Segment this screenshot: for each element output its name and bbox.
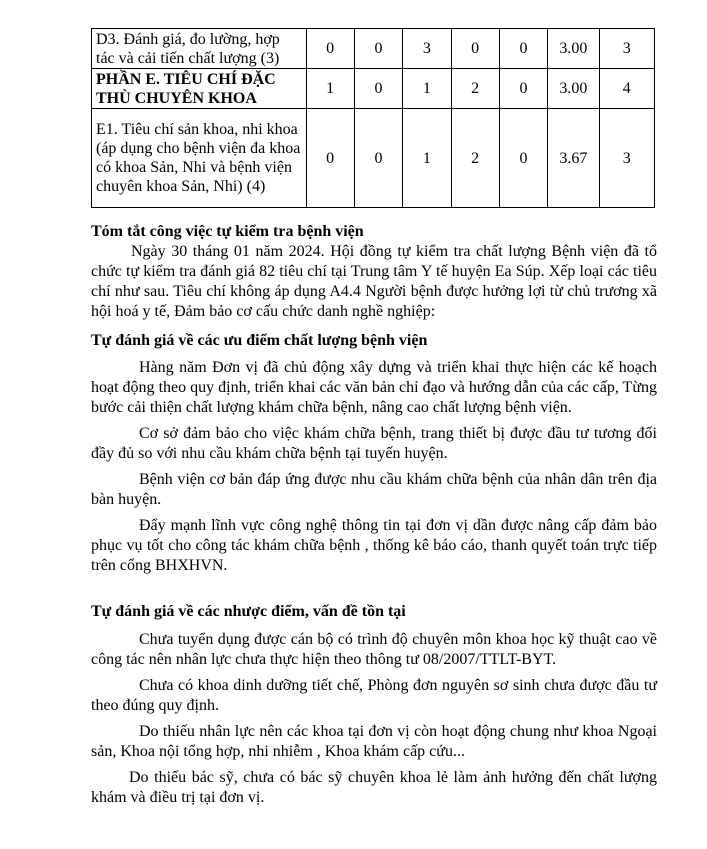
cell: 0 — [451, 29, 499, 69]
cell: 0 — [354, 69, 402, 109]
weaknesses-heading: Tự đánh giá về các nhược điểm, vấn đề tồn tại — [91, 603, 406, 620]
strength-paragraph: Cơ sở đảm bảo cho việc khám chữa bệnh, trang thiết bị được đầu tư tương đối đầy đủ so với nhu cầu khám chữa bệnh tại tuyến huyện. — [91, 425, 657, 462]
weakness-paragraph: Do thiếu nhân lực nên các khoa tại đơn vị còn hoạt động chung như khoa Ngoại sản, Khoa nội tổng hợp, nhi nhiễm , Khoa khám cấp cứu... — [91, 723, 657, 760]
cell: 3 — [599, 109, 654, 208]
weakness-paragraph: Do thiếu bác sỹ, chưa có bác sỹ chuyên khoa lẻ làm ảnh hưởng đến chất lượng khám và điều trị tại đơn vị. — [91, 769, 657, 806]
strength-paragraph: Đẩy mạnh lĩnh vực công nghệ thông tin tại đơn vị dần được nâng cấp đảm bảo phục vụ tốt cho công tác khám chữa bệnh , thống kê báo cáo, thanh quyết toán trực tiếp trên cổng BHXHVN. — [91, 517, 657, 574]
cell: 3 — [403, 29, 451, 69]
cell: 3.67 — [548, 109, 599, 208]
cell: 0 — [354, 29, 402, 69]
cell: 0 — [499, 29, 547, 69]
cell: 1 — [403, 109, 451, 208]
strength-paragraph: Bệnh viện cơ bản đáp ứng được nhu cầu khám chữa bệnh của nhân dân trên địa bàn huyện. — [91, 471, 657, 508]
weaknesses-section — [91, 602, 657, 808]
summary-heading: Tóm tắt công việc tự kiểm tra bệnh viện — [91, 223, 364, 240]
cell: 1 — [306, 69, 354, 109]
weakness-paragraph: Chưa tuyển dụng được cán bộ có trình độ chuyên môn khoa học kỹ thuật cao về công tác nên nhân lực chưa thực hiện theo thông tư 08/2007/TTLT-BYT. — [91, 631, 657, 668]
weakness-paragraph: Chưa có khoa dinh dưỡng tiết chế, Phòng đơn nguyên sơ sinh chưa được đầu tư theo đúng quy định. — [91, 677, 657, 714]
row-label: PHẦN E. TIÊU CHÍ ĐẶC THÙ CHUYÊN KHOA — [92, 69, 307, 109]
strengths-section — [91, 331, 657, 576]
table-row — [92, 69, 655, 109]
cell: 0 — [306, 29, 354, 69]
cell: 4 — [599, 69, 654, 109]
cell: 2 — [451, 109, 499, 208]
strength-paragraph: Hàng năm Đơn vị đã chủ động xây dựng và triển khai thực hiện các kế hoạch hoạt động theo quy định, triển khai các văn bản chỉ đạo và hướng dẫn của các cấp, Từng bước cải thiện chất lượng khám chữa bệnh, nâng cao chất lượng bệnh viện. — [91, 359, 657, 416]
table-row — [92, 29, 655, 69]
summary-section — [91, 222, 657, 322]
table-row — [92, 109, 655, 208]
cell: 1 — [403, 69, 451, 109]
cell: 3.00 — [548, 29, 599, 69]
row-label: E1. Tiêu chí sản khoa, nhi khoa (áp dụng cho bệnh viện đa khoa có khoa Sản, Nhi và bệnh viện chuyên khoa Sản, Nhi) (4) — [92, 109, 307, 208]
cell: 0 — [499, 109, 547, 208]
cell: 0 — [306, 109, 354, 208]
row-label: D3. Đánh giá, đo lường, hợp tác và cải tiến chất lượng (3) — [92, 29, 307, 69]
criteria-table — [91, 28, 655, 208]
strengths-heading: Tự đánh giá về các ưu điểm chất lượng bệnh viện — [91, 332, 428, 349]
cell: 2 — [451, 69, 499, 109]
cell: 3.00 — [548, 69, 599, 109]
summary-paragraph: Ngày 30 tháng 01 năm 2024. Hội đồng tự kiểm tra chất lượng Bệnh viện đã tổ chức tự kiểm tra đánh giá 82 tiêu chí tại Trung tâm Y tế huyện Ea Súp. Xếp loại các tiêu chí như sau. Tiêu chí không áp dụng A4.4 Người bệnh được hưởng lợi từ chủ trương xã hội hoá y tế, Đảm bảo cơ cấu chức danh nghề nghiệp: — [91, 243, 657, 320]
cell: 0 — [354, 109, 402, 208]
cell: 0 — [499, 69, 547, 109]
cell: 3 — [599, 29, 654, 69]
